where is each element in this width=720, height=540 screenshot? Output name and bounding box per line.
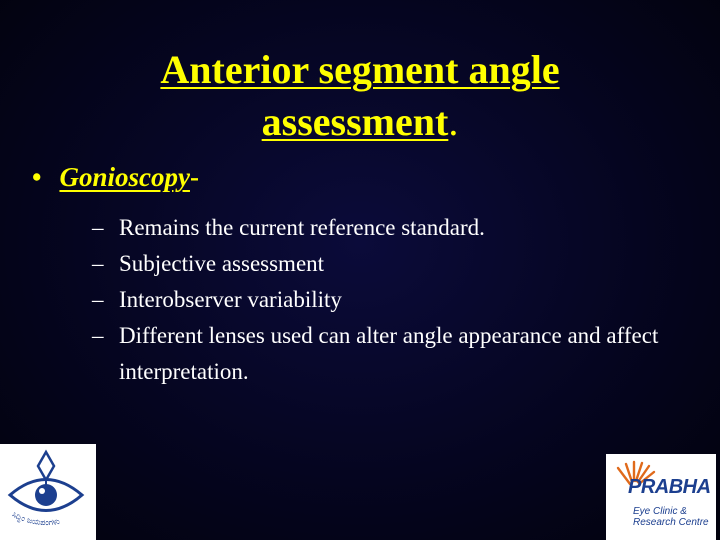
title-period: . [448,99,459,144]
sub-bullet-text: Different lenses used can alter angle appearance and affect interpretation. [119,323,659,384]
eye-emblem-logo [0,444,96,540]
prabha-name: PRABHA [628,476,711,498]
bullet-gonioscopy [32,162,199,193]
bullet-label: Gonioscopy [59,162,190,192]
prabha-subtitle [633,506,709,528]
slide-title [80,44,640,148]
sub-bullet-text: Remains the current reference standard. [119,215,485,240]
prabha-subtitle-line-1: Eye Clinic & [633,506,687,517]
prabha-subtitle-line-2: Research Centre [633,517,709,528]
sub-bullet-item [92,282,692,318]
sub-bullet-dash: – [92,323,104,348]
title-line-1: Anterior segment angle [160,47,560,92]
sub-bullet-dash: – [92,287,104,312]
sub-bullet-item [92,210,692,246]
svg-text:ಸಿದ್ಧಿಂ ಜಯಪಂಗಳು [11,510,61,527]
sub-bullet-text: Subjective assessment [119,251,325,276]
sub-bullet-dash: – [92,251,104,276]
sub-bullet-item [92,318,692,390]
emblem-script-text: ಸಿದ್ಧಿಂ ಜಯಪಂಗಳು [10,509,61,528]
bullet-suffix: - [189,162,199,192]
bullet-mark: • [32,162,42,192]
sub-bullet-dash: – [92,215,104,240]
sub-bullet-text: Interobserver variability [119,287,342,312]
eye-emblem-icon [0,444,96,540]
sub-bullet-list [92,210,692,390]
sub-bullet-item [92,246,692,282]
title-line-2: assessment [261,99,449,144]
prabha-logo [606,454,716,540]
